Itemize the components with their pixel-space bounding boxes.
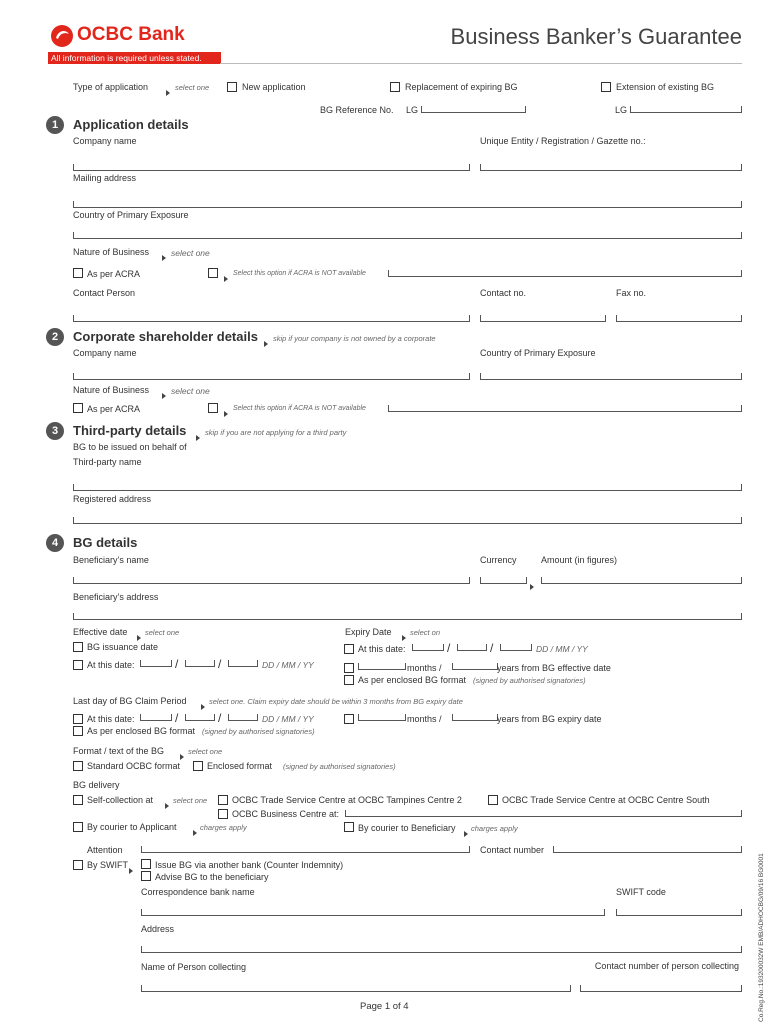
amount-field[interactable] [541,577,742,584]
date-field-yy[interactable] [228,660,258,667]
section-3-title: Third-party details [73,423,187,438]
date-field-mm[interactable] [185,714,215,721]
claim-note: select one. Claim expiry date should be within 3 months from BG expiry date [209,697,463,706]
replacement-checkbox[interactable] [390,82,400,92]
acra-label: As per ACRA [87,269,141,279]
currency-field[interactable] [480,577,527,584]
beneficiary-address-label: Beneficiary’s address [73,592,159,602]
lg-label-1: LG [406,105,419,115]
business-centre-checkbox[interactable] [218,809,228,819]
date-field-dd[interactable] [412,644,444,651]
date-field-yy[interactable] [228,714,258,721]
arrow-icon [180,754,184,760]
replacement-label: Replacement of expiring BG [405,82,518,92]
arrow-icon [137,635,141,641]
advise-beneficiary-checkbox[interactable] [141,871,151,881]
enclosed-format-checkbox[interactable] [193,761,203,771]
date-field-mm[interactable] [185,660,215,667]
behalf-label: BG to be issued on behalf of [73,442,187,452]
contact-no-field[interactable] [480,315,606,322]
months-label: months / [407,663,442,673]
country-field[interactable] [73,232,742,239]
section-1-badge: 1 [46,116,64,134]
arrow-icon [402,635,406,641]
amount-label: Amount (in figures) [541,555,618,565]
country-label: Country of Primary Exposure [480,348,596,358]
date-field-dd[interactable] [140,714,172,721]
beneficiary-name-field[interactable] [73,577,470,584]
person-collecting-field[interactable] [141,985,571,992]
no-acra-checkbox[interactable] [208,403,218,413]
expiry-period-checkbox[interactable] [344,663,354,673]
enclosed-format-label: Enclosed format [207,761,273,771]
extension-label: Extension of existing BG [616,82,715,92]
nature-field[interactable] [388,270,742,277]
years-field[interactable] [452,714,498,721]
courier-beneficiary-checkbox[interactable] [344,822,354,832]
expiry-at-date-checkbox[interactable] [344,644,354,654]
contact-person-field[interactable] [73,315,470,322]
bg-reference-field[interactable] [421,106,526,113]
courier-applicant-label: By courier to Applicant [87,822,177,832]
currency-label: Currency [480,555,517,565]
select-hint: select one [173,796,208,805]
effective-date-label: Effective date [73,627,128,637]
fax-label: Fax no. [616,288,647,298]
standard-format-checkbox[interactable] [73,761,83,771]
as-per-enclosed-label: As per enclosed BG format [358,675,467,685]
registered-address-field[interactable] [73,517,742,524]
country-field[interactable] [480,373,742,380]
claim-at-date-checkbox[interactable] [73,714,83,724]
country-label: Country of Primary Exposure [73,210,189,220]
at-this-date-label: At this date: [358,644,406,654]
date-format-hint: DD / MM / YY [536,644,588,654]
select-hint: select one [175,83,210,92]
arrow-icon [162,393,166,399]
acra-checkbox[interactable] [73,403,83,413]
claim-period-checkbox[interactable] [344,714,354,724]
arrow-icon [224,411,228,417]
select-hint: select one [188,747,223,756]
no-acra-checkbox[interactable] [208,268,218,278]
arrow-icon [530,584,534,590]
signed-hint: (signed by authorised signatories) [473,676,586,685]
arrow-icon [196,435,200,441]
date-field-mm[interactable] [457,644,487,651]
arrow-icon [464,831,468,837]
lg-label-2: LG [615,105,628,115]
at-this-date-label: At this date: [87,660,135,670]
months-label: months / [407,714,442,724]
signed-hint: (signed by authorised signatories) [283,762,396,771]
no-acra-hint: Select this option if ACRA is NOT available [233,405,366,412]
correspondence-bank-field[interactable] [141,909,605,916]
uen-field[interactable] [480,164,742,171]
contact-number-label: Contact number [480,845,545,855]
contact-person-collecting-field[interactable] [580,985,742,992]
no-acra-hint: Select this option if ACRA is NOT available [233,270,366,277]
arrow-icon [162,255,166,261]
section-2-badge: 2 [46,328,64,346]
as-per-enclosed-label: As per enclosed BG format [87,726,196,736]
self-collection-label: Self-collection at [87,795,154,805]
new-application-checkbox[interactable] [227,82,237,92]
person-collecting-label: Name of Person collecting [141,962,247,972]
nature-label: Nature of Business [73,385,150,395]
select-hint: select one [145,628,180,637]
business-centre-field[interactable] [345,810,742,817]
company-name-label: Company name [73,136,137,146]
section-3-skip-hint: skip if you are not applying for a third party [205,428,347,437]
by-swift-label: By SWIFT [87,860,128,870]
issuance-date-checkbox[interactable] [73,642,83,652]
swift-code-field[interactable] [616,909,742,916]
date-separator: / [218,657,222,671]
brand-name: OCBC Bank [77,24,185,45]
arrow-icon [201,704,205,710]
arrow-icon [166,90,170,96]
standard-format-label: Standard OCBC format [87,761,181,771]
format-label: Format / text of the BG [73,746,165,756]
section-2-skip-hint: skip if your company is not owned by a corporate [273,334,436,343]
date-field-dd[interactable] [140,660,172,667]
date-separator: / [175,657,179,671]
company-name-label: Company name [73,348,137,358]
correspondence-bank-label: Correspondence bank name [141,887,255,897]
section-3-badge: 3 [46,422,64,440]
section-2-title: Corporate shareholder details [73,329,258,344]
arrow-icon [264,341,268,347]
beneficiary-name-label: Beneficiary’s name [73,555,149,565]
arrow-icon [129,868,133,874]
mailing-address-field[interactable] [73,201,742,208]
date-format-hint: DD / MM / YY [262,714,314,724]
months-field[interactable] [358,714,406,721]
required-banner: All information is required unless stated. [48,52,221,64]
address-field[interactable] [141,946,742,953]
address-label: Address [141,924,175,934]
effective-at-date-checkbox[interactable] [73,660,83,670]
years-from-effective-label: years from BG effective date [497,663,611,673]
date-separator: / [218,711,222,725]
contact-no-label: Contact no. [480,288,527,298]
registered-address-label: Registered address [73,494,152,504]
extension-checkbox[interactable] [601,82,611,92]
select-hint: select on [410,628,441,637]
attention-label: Attention [87,845,123,855]
section-1-title: Application details [73,117,189,132]
date-field-yy[interactable] [500,644,532,651]
date-separator: / [175,711,179,725]
type-label: Type of application [73,82,149,92]
date-separator: / [447,641,451,655]
select-hint: select one [171,386,210,396]
charges-hint: charges apply [200,823,247,832]
acra-label: As per ACRA [87,404,141,414]
business-centre-label: OCBC Business Centre at: [232,809,340,819]
issue-another-bank-label: Issue BG via another bank (Counter Indemnity) [155,860,344,870]
tampines-checkbox[interactable] [218,795,228,805]
months-field[interactable] [358,663,406,670]
arrow-icon [224,276,228,282]
date-format-hint: DD / MM / YY [262,660,314,670]
page-number: Page 1 of 4 [360,1001,409,1012]
fax-field[interactable] [616,315,742,322]
side-reference: Co.Reg.No.:193200032W EMB/ADHOCBG/09/16 BG0001 [758,853,765,1022]
third-party-name-field[interactable] [73,484,742,491]
claim-enclosed-checkbox[interactable] [73,726,83,736]
date-separator: / [490,641,494,655]
tampines-label: OCBC Trade Service Centre at OCBC Tampines Centre 2 [232,795,462,805]
uen-label: Unique Entity / Registration / Gazette no.: [480,136,646,146]
expiry-date-label: Expiry Date [345,627,392,637]
lg-reference-field[interactable] [630,106,742,113]
issue-another-bank-checkbox[interactable] [141,859,151,869]
at-this-date-label: At this date: [87,714,135,724]
contact-person-label: Contact Person [73,288,136,298]
acra-checkbox[interactable] [73,268,83,278]
bg-reference-label: BG Reference No. [320,105,394,115]
years-from-expiry-label: years from BG expiry date [497,714,602,724]
delivery-label: BG delivery [73,780,120,790]
contact-person-collecting-label: Contact number of person collecting [594,961,739,971]
self-collection-checkbox[interactable] [73,795,83,805]
third-party-name-label: Third-party name [73,457,142,467]
courier-beneficiary-label: By courier to Beneficiary [358,823,456,833]
nature-field[interactable] [388,405,742,412]
by-swift-checkbox[interactable] [73,860,83,870]
select-hint: select one [171,248,210,258]
contact-number-field[interactable] [553,846,742,853]
years-field[interactable] [452,663,498,670]
nature-label: Nature of Business [73,247,150,257]
charges-hint: charges apply [471,824,518,833]
advise-beneficiary-label: Advise BG to the beneficiary [155,872,269,882]
last-day-claim-label: Last day of BG Claim Period [73,696,187,706]
section-4-badge: 4 [46,534,64,552]
new-application-label: New application [242,82,306,92]
centre-south-checkbox[interactable] [488,795,498,805]
mailing-address-label: Mailing address [73,173,137,183]
beneficiary-address-field[interactable] [73,613,742,620]
company-name-field[interactable] [73,164,470,171]
centre-south-label: OCBC Trade Service Centre at OCBC Centre South [502,795,710,805]
attention-field[interactable] [141,846,470,853]
section-4-title: BG details [73,535,138,550]
page-title: Business Banker’s Guarantee [450,24,742,49]
arrow-icon [165,803,169,809]
expiry-enclosed-checkbox[interactable] [344,675,354,685]
company-name-field[interactable] [73,373,470,380]
ocbc-logo [50,24,74,48]
courier-applicant-checkbox[interactable] [73,822,83,832]
swift-code-label: SWIFT code [616,887,666,897]
signed-hint: (signed by authorised signatories) [202,727,315,736]
issuance-date-label: BG issuance date [87,642,159,652]
arrow-icon [193,830,197,836]
